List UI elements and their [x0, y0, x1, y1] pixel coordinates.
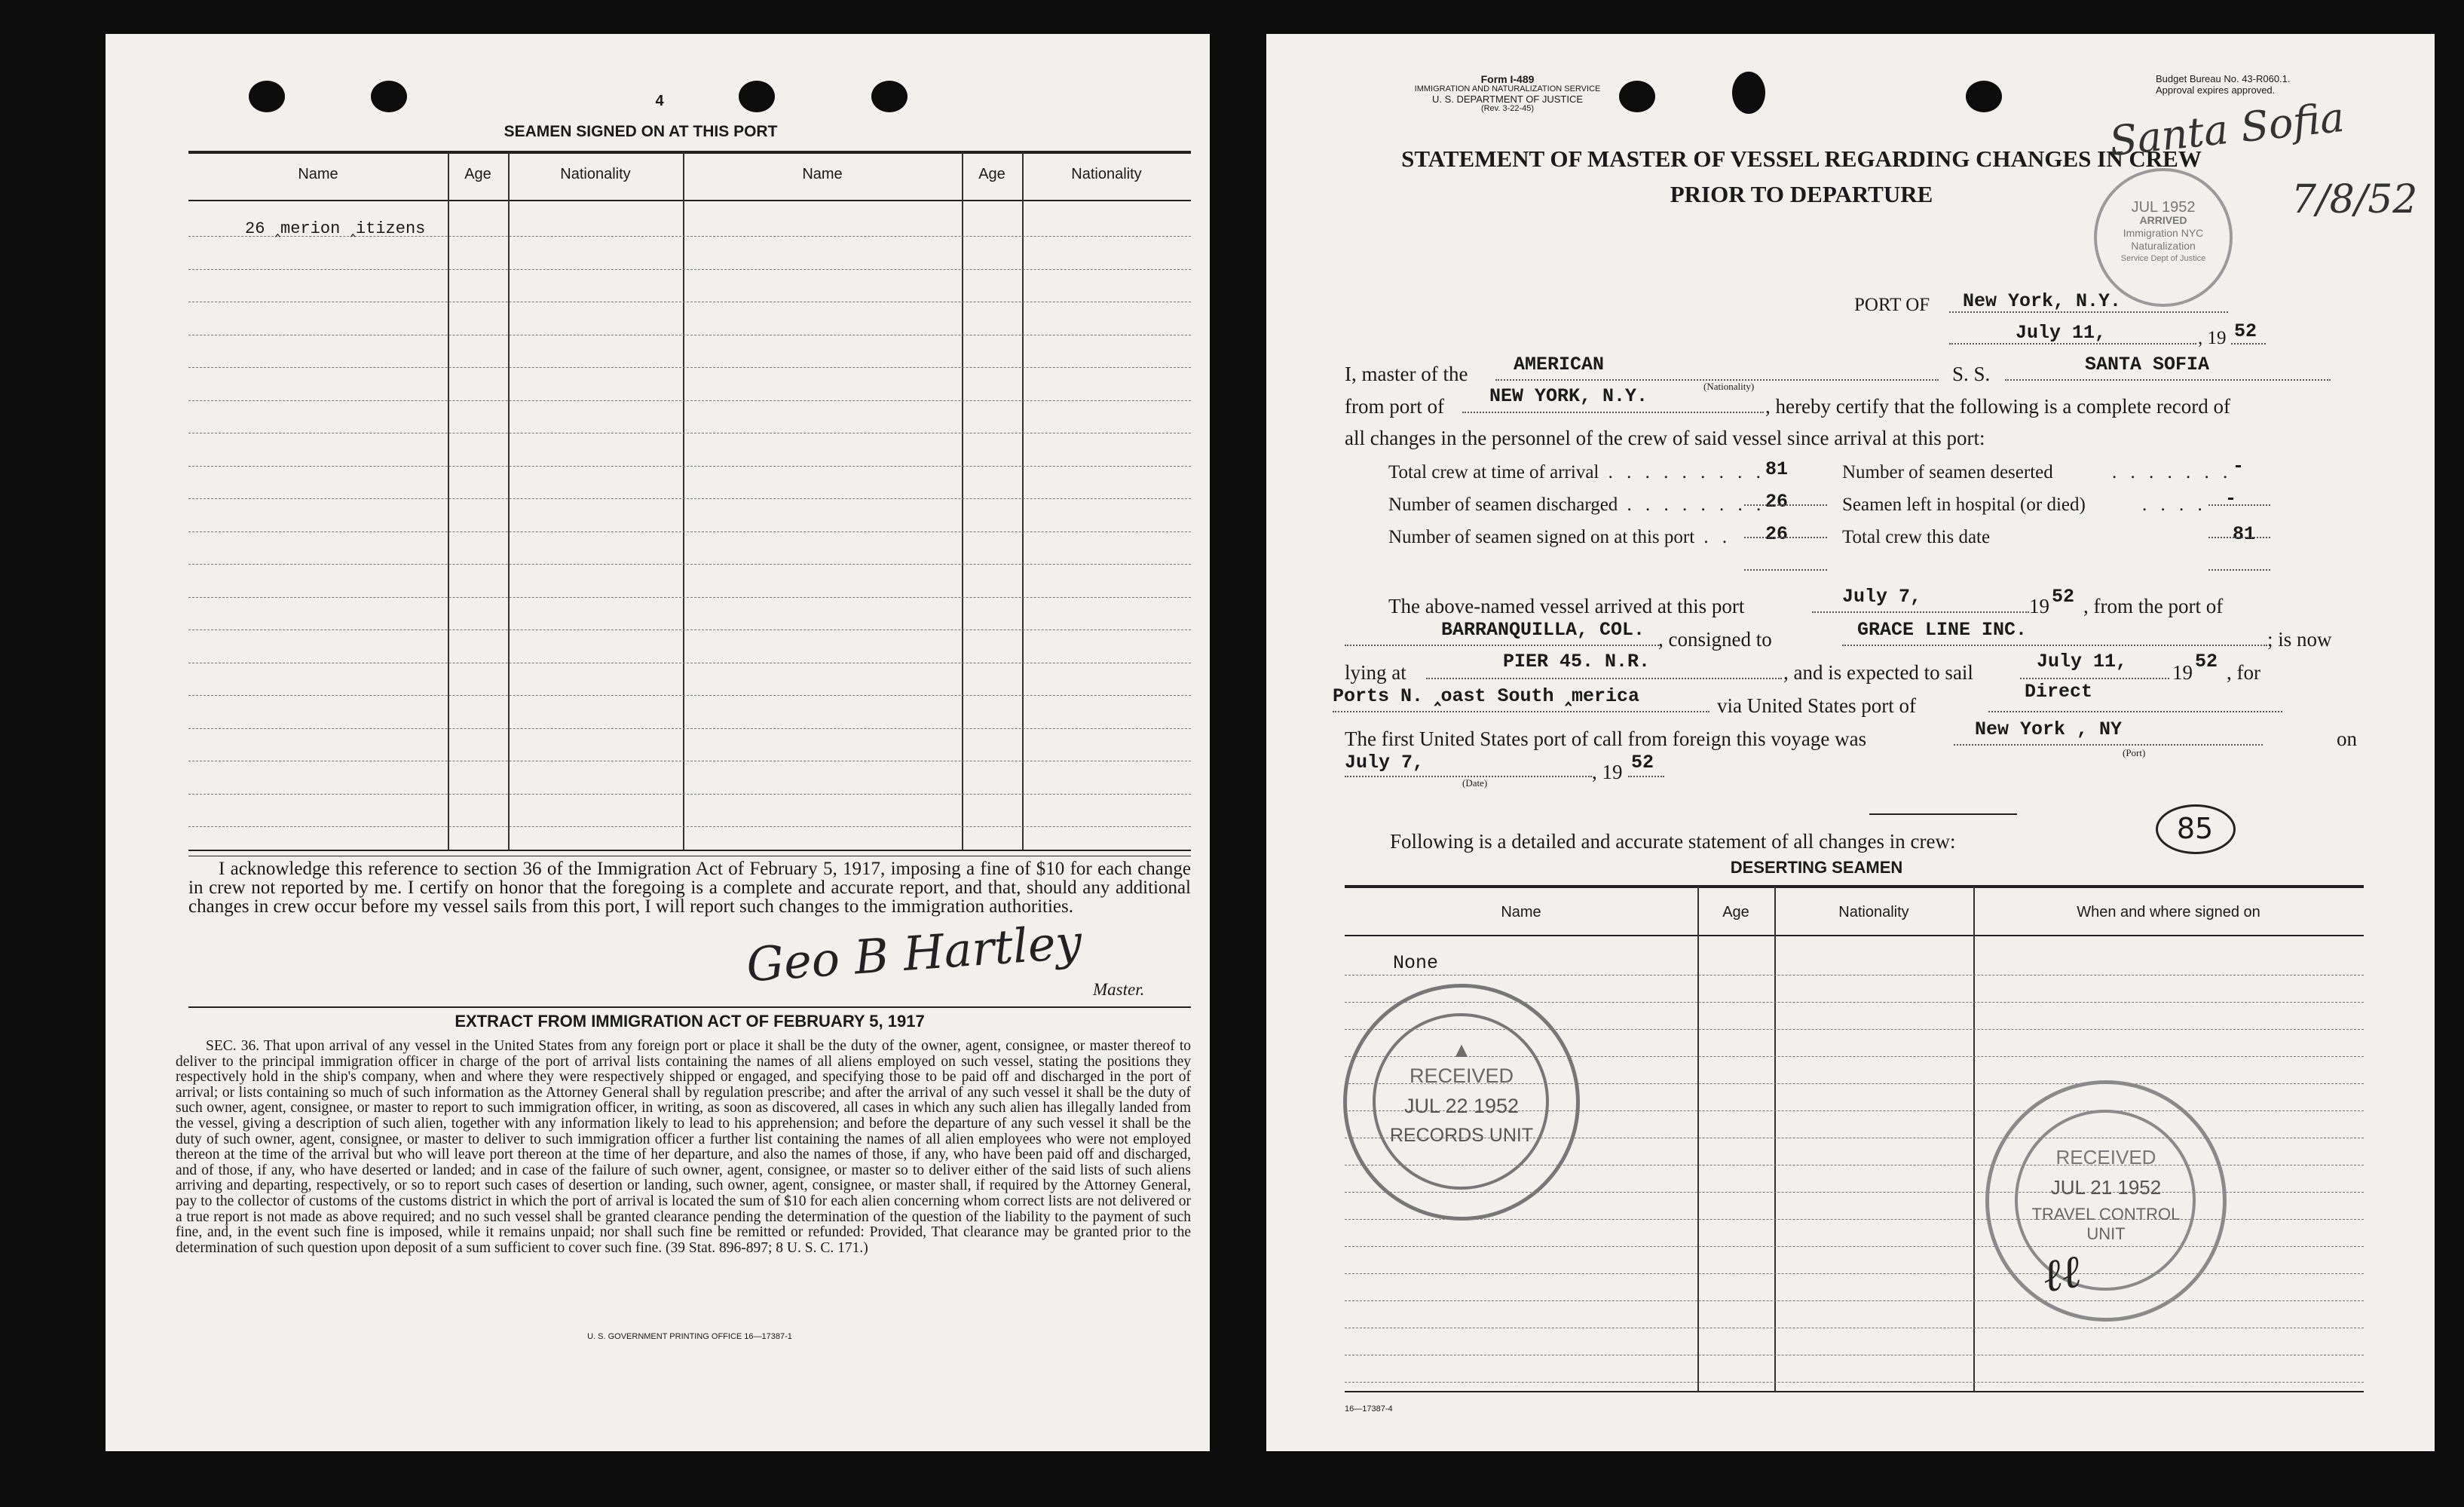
arrival-stamp [2094, 168, 2233, 307]
signed-on-count: 26 [1765, 523, 1789, 545]
row-rule [188, 564, 1191, 565]
fill-line [2208, 504, 2270, 506]
date-value: July 11, [2016, 322, 2107, 344]
destination: Ports N. ‸oast South ‸merica [1333, 685, 1640, 707]
fill-line [1462, 412, 1764, 413]
arrived-year: 52 [2052, 586, 2075, 608]
arrived-label: The above-named vessel arrived at this port [1388, 595, 1745, 617]
form-number: Form I-489 [1480, 73, 1535, 85]
fill-line [1333, 711, 1709, 712]
divider [188, 1006, 1191, 1008]
table-top-rule [188, 151, 1191, 154]
punch-hole [871, 81, 908, 112]
discharged-label: Number of seamen discharged [1388, 495, 1618, 515]
punch-hole [1966, 81, 2002, 112]
signed-on-label: Number of seamen signed on at this port [1388, 527, 1695, 547]
arrival-stamp-date: JUL 1952 [2131, 199, 2196, 216]
row-rule [188, 498, 1191, 499]
arrived-date: July 7, [1842, 586, 1922, 608]
fill-line [1812, 611, 2029, 613]
on-label: on [2337, 727, 2357, 750]
via-label: via United States port of [1717, 694, 1916, 717]
vessel-name: SANTA SOFIA [2085, 354, 2210, 375]
table-bottom-rule [188, 850, 1191, 851]
via-port: Direct [2025, 681, 2093, 703]
column-header-name: Name [298, 166, 338, 182]
page-number: 4 [655, 93, 664, 109]
column-header-nationality: Nationality [1838, 904, 1909, 920]
row-rule [188, 597, 1191, 598]
arrival-stamp-label: ARRIVED [2139, 214, 2187, 226]
deserted-label: Number of seamen deserted [1842, 462, 2053, 482]
punch-hole [371, 81, 407, 112]
master-of-label: I, master of the [1345, 363, 1468, 385]
deserting-entry: None [1393, 952, 1439, 974]
handwritten-vessel-name: Santa Sofia [2107, 93, 2347, 166]
from-port-value: NEW YORK, N.Y. [1489, 385, 1648, 407]
initials-mark: ℓℓ [2038, 1245, 2085, 1303]
fill-line [1744, 569, 1827, 571]
fill-line [2005, 379, 2331, 381]
origin-port: BARRANQUILLA, COL. [1441, 619, 1645, 641]
first-port-year-prefix-text: 19 [1602, 761, 1623, 783]
total-crew-arrival-label: Total crew at time of arrival [1388, 462, 1599, 482]
column-header-signed-on: When and where signed on [2077, 904, 2260, 920]
fill-line [1426, 678, 1782, 679]
travel-stamp-label: RECEIVED [2055, 1146, 2156, 1169]
table-bottom-rule [1345, 1391, 2364, 1392]
column-header-nationality: Nationality [1071, 166, 1142, 182]
hospital-label: Seamen left in hospital (or died) [1842, 495, 2086, 515]
footer-code: 16—17387-4 [1345, 1404, 1393, 1414]
fill-line [1628, 776, 1664, 777]
fill-line [1988, 711, 2282, 712]
hospital-count: - [2225, 488, 2237, 510]
fill-line [2231, 343, 2266, 345]
port-caption: (Port) [2123, 747, 2146, 758]
received-stamp-date: JUL 22 1952 [1403, 1095, 1520, 1117]
arrival-stamp-line: Immigration NYC [2123, 227, 2204, 239]
stamp-arrow-icon: ▲ [1451, 1039, 1472, 1062]
row-rule [188, 826, 1191, 827]
port-label: PORT OF [1854, 295, 1930, 315]
arrival-stamp-line: Naturalization [2131, 240, 2196, 252]
punch-hole [1732, 72, 1765, 114]
following-text: Following is a detailed and accurate statement of all changes in crew: [1390, 830, 1956, 853]
year-value: 52 [2234, 320, 2257, 342]
short-rule [1869, 813, 2017, 815]
nationality-value: AMERICAN [1514, 354, 1605, 375]
discharged-count: 26 [1765, 491, 1789, 513]
signature-role: Master. [1093, 980, 1145, 999]
fill-line [1345, 645, 1661, 646]
first-port: New York , NY [1975, 718, 2123, 740]
row-rule [188, 466, 1191, 467]
received-stamp-label: RECEIVED [1409, 1064, 1514, 1087]
row-rule [188, 367, 1191, 368]
fill-line [1842, 645, 2267, 646]
row-rule [188, 531, 1191, 532]
fill-line [2208, 569, 2270, 571]
column-divider [683, 152, 684, 850]
column-header-age: Age [978, 166, 1005, 182]
column-divider [1774, 887, 1776, 1392]
column-header-name: Name [802, 166, 843, 182]
first-port-date: July 7, [1345, 752, 1425, 773]
column-header-name: Name [1501, 904, 1541, 920]
row-rule [188, 269, 1191, 270]
fill-line [2208, 537, 2270, 538]
deserted-count: - [2233, 455, 2245, 477]
table-top-rule [1345, 885, 2364, 888]
column-header-age: Age [464, 166, 491, 182]
circled-number: 85 [2176, 812, 2214, 845]
budget-bureau: Budget Bureau No. 43-R060.1. [2156, 73, 2291, 84]
year-prefix-text: 19 [2207, 328, 2227, 348]
date-caption: (Date) [1462, 777, 1488, 789]
punch-hole [739, 81, 775, 112]
approval-note: Approval expires approved. [2156, 84, 2276, 96]
received-stamp-unit: RECORDS UNIT [1389, 1125, 1534, 1146]
column-header-nationality: Nationality [560, 166, 631, 182]
total-crew-arrival: 81 [1765, 458, 1789, 480]
form-subtitle: PRIOR TO DEPARTURE [1670, 181, 1933, 207]
crew-stats: Total crew at time of arrival . . . . . . . . . 81 Number of seamen deserted . . . . . . . - Number of seamen discharged . . . . . . . . 26 Seamen left in hospital (or died) . . . . - Number of seamen signed on at this port . . 26 Total crew this date 81 [1388, 456, 2368, 553]
agency: IMMIGRATION AND NATURALIZATION SERVICE [1414, 84, 1601, 93]
certify-text: , hereby certify that the following is a complete record of [1765, 395, 2231, 418]
total-crew-date-label: Total crew this date [1842, 527, 1991, 547]
column-header-age: Age [1722, 904, 1749, 920]
consigned-label: , consigned to [1658, 628, 1772, 651]
year-prefix: , 19 [2198, 328, 2227, 348]
ss-label: S. S. [1952, 363, 1991, 385]
extract-title: EXTRACT FROM IMMIGRATION ACT OF FEBRUARY 5, 1917 [455, 1012, 925, 1031]
column-divider [1973, 887, 1975, 1392]
fill-line [1744, 537, 1827, 538]
row-rule [188, 728, 1191, 729]
form-header [1312, 75, 1703, 114]
first-port-year-prefix: , 19 [1592, 761, 1623, 783]
received-stamp [1343, 984, 1580, 1221]
statute-text: SEC. 36. That upon arrival of any vessel in the United States from any foreign port or place it shall be the duty of the owner, agent, consignee, or master thereof to deliver to the principal immigration officer in charge of the port of arrival lists containing the names of all aliens employed on such vessel, stating the positions they respectively hold in the ship's company, when and where they were respectively shipped or engaged, and specifying those to be paid off and discharged in the port of arrival; or lists containing so much of such information as the Attorney General shall by regulation prescribe; and after the arrival of any such vessel it shall be the duty of such owner, agent, consignee, or master to report to such immigration officer, in writing, as soon as discovered, all cases in which any such alien has illegally landed from the vessel, giving a description of such alien, together with any information likely to lead to his apprehension; and before the departure of any such vessel it shall be the duty of such owner, agent, consignee, or master to deliver to such immigration officer a further list containing the names of all alien employees who were not employed thereon at the time of the arrival but who will leave port thereon at the time of her departure, and also the names of those, if any, who have been paid off and discharged, and of those, if any, who have deserted or landed; and in case of the failure of such owner, agent, consignee, or master so to deliver either of the said lists of such aliens arriving and departing, respectively, or so to report such cases of desertion or landing, such owner, agent, consignee, or master shall, if required by the Attorney General, pay to the collector of customs of the customs district in which the port of arrival is located the sum of $10 for each alien concerning whom correct lists are not delivered or a true report is not made as above required; and no such vessel shall be granted clearance pending the determination of the question of the liability to the payment of such fine, and, in the event such fine is imposed, while it remains unpaid; nor shall such fine be remitted or refunded: Provided, That clearance may be granted prior to the determination of such question upon deposit of a sum sufficient to cover such fine. (39 Stat. 896-897; 8 U. S. C. 171.) [176, 1038, 1191, 1256]
column-divider [1022, 152, 1024, 850]
handwritten-date: 7/8/52 [2291, 177, 2418, 222]
punch-hole [249, 81, 285, 112]
row-rule [188, 794, 1191, 795]
right-page [1266, 34, 2435, 1451]
total-crew-date: 81 [2233, 523, 2256, 545]
master-signature: Geo B Hartley [744, 914, 1084, 993]
row-rule [188, 400, 1191, 401]
row-rule [1345, 975, 2364, 976]
travel-stamp-unit: TRAVEL CONTROL UNIT [2031, 1205, 2181, 1243]
form-title: STATEMENT OF MASTER OF VESSEL REGARDING CHANGES IN CREW [1401, 145, 2202, 172]
seamen-entry: 26 ‸merion ‸itizens [245, 219, 426, 238]
column-divider [448, 152, 449, 850]
is-now-label: ; is now [2267, 628, 2332, 651]
budget-note [2156, 73, 2291, 96]
left-page [106, 34, 1210, 1451]
deserting-seamen-title: DESERTING SEAMEN [1730, 858, 1903, 877]
sail-date: July 11, [2037, 651, 2128, 672]
fill-line [1744, 504, 1827, 506]
from-the-port-label: , from the port of [2083, 595, 2224, 617]
lying-at-label: lying at [1345, 661, 1406, 684]
first-port-label: The first United States port of call from foreign this voyage was [1345, 727, 1867, 750]
sail-year-prefix: 19 [2172, 661, 2193, 684]
nationality-caption: (Nationality) [1703, 381, 1755, 392]
sail-year: 52 [2195, 651, 2218, 672]
consignee: GRACE LINE INC. [1857, 619, 2028, 641]
revision: (Rev. 3-22-45) [1480, 104, 1535, 113]
table-header-rule [188, 200, 1191, 201]
certify-text-continued: all changes in the personnel of the crew of said vessel since arrival at this port: [1345, 427, 1985, 449]
travel-stamp-date: JUL 21 1952 [2050, 1176, 2162, 1199]
printing-office: U. S. GOVERNMENT PRINTING OFFICE 16—17387-1 [587, 1332, 792, 1341]
port-value: New York, N.Y. [1963, 290, 2122, 312]
department: U. S. DEPARTMENT OF JUSTICE [1431, 93, 1584, 105]
column-divider [508, 152, 510, 850]
row-rule [1345, 1382, 2364, 1383]
expected-sail-label: , and is expected to sail [1783, 661, 1973, 684]
lying-at: PIER 45. N.R. [1503, 651, 1651, 672]
arrived-year-prefix: 19 [2029, 595, 2049, 617]
first-port-year: 52 [1631, 752, 1654, 773]
fill-line [1954, 744, 2263, 746]
from-port-label: from port of [1345, 395, 1444, 418]
column-divider [962, 152, 963, 850]
for-label: , for [2227, 661, 2260, 684]
fill-line [2020, 678, 2169, 679]
arrival-stamp-line: Service Dept of Justice [2120, 254, 2206, 263]
travel-control-stamp [1985, 1080, 2227, 1322]
acknowledgment-text: I acknowledge this reference to section 36 of the Immigration Act of February 5, 1917, imposing a fine of $10 for each change in crew not reported by me. I certify on honor that the foregoing is a complete and accurate report, and that, should any additional changes in crew occur before my vessel sails from this port, I will report such changes to the immigration authorities. [188, 859, 1191, 917]
table-header-rule [1345, 935, 2364, 936]
row-rule [1345, 1273, 2364, 1274]
row-rule [188, 629, 1191, 630]
column-divider [1697, 887, 1699, 1392]
section-title: SEAMEN SIGNED ON AT THIS PORT [504, 123, 778, 140]
row-rule [188, 695, 1191, 696]
row-rule [1345, 1300, 2364, 1301]
